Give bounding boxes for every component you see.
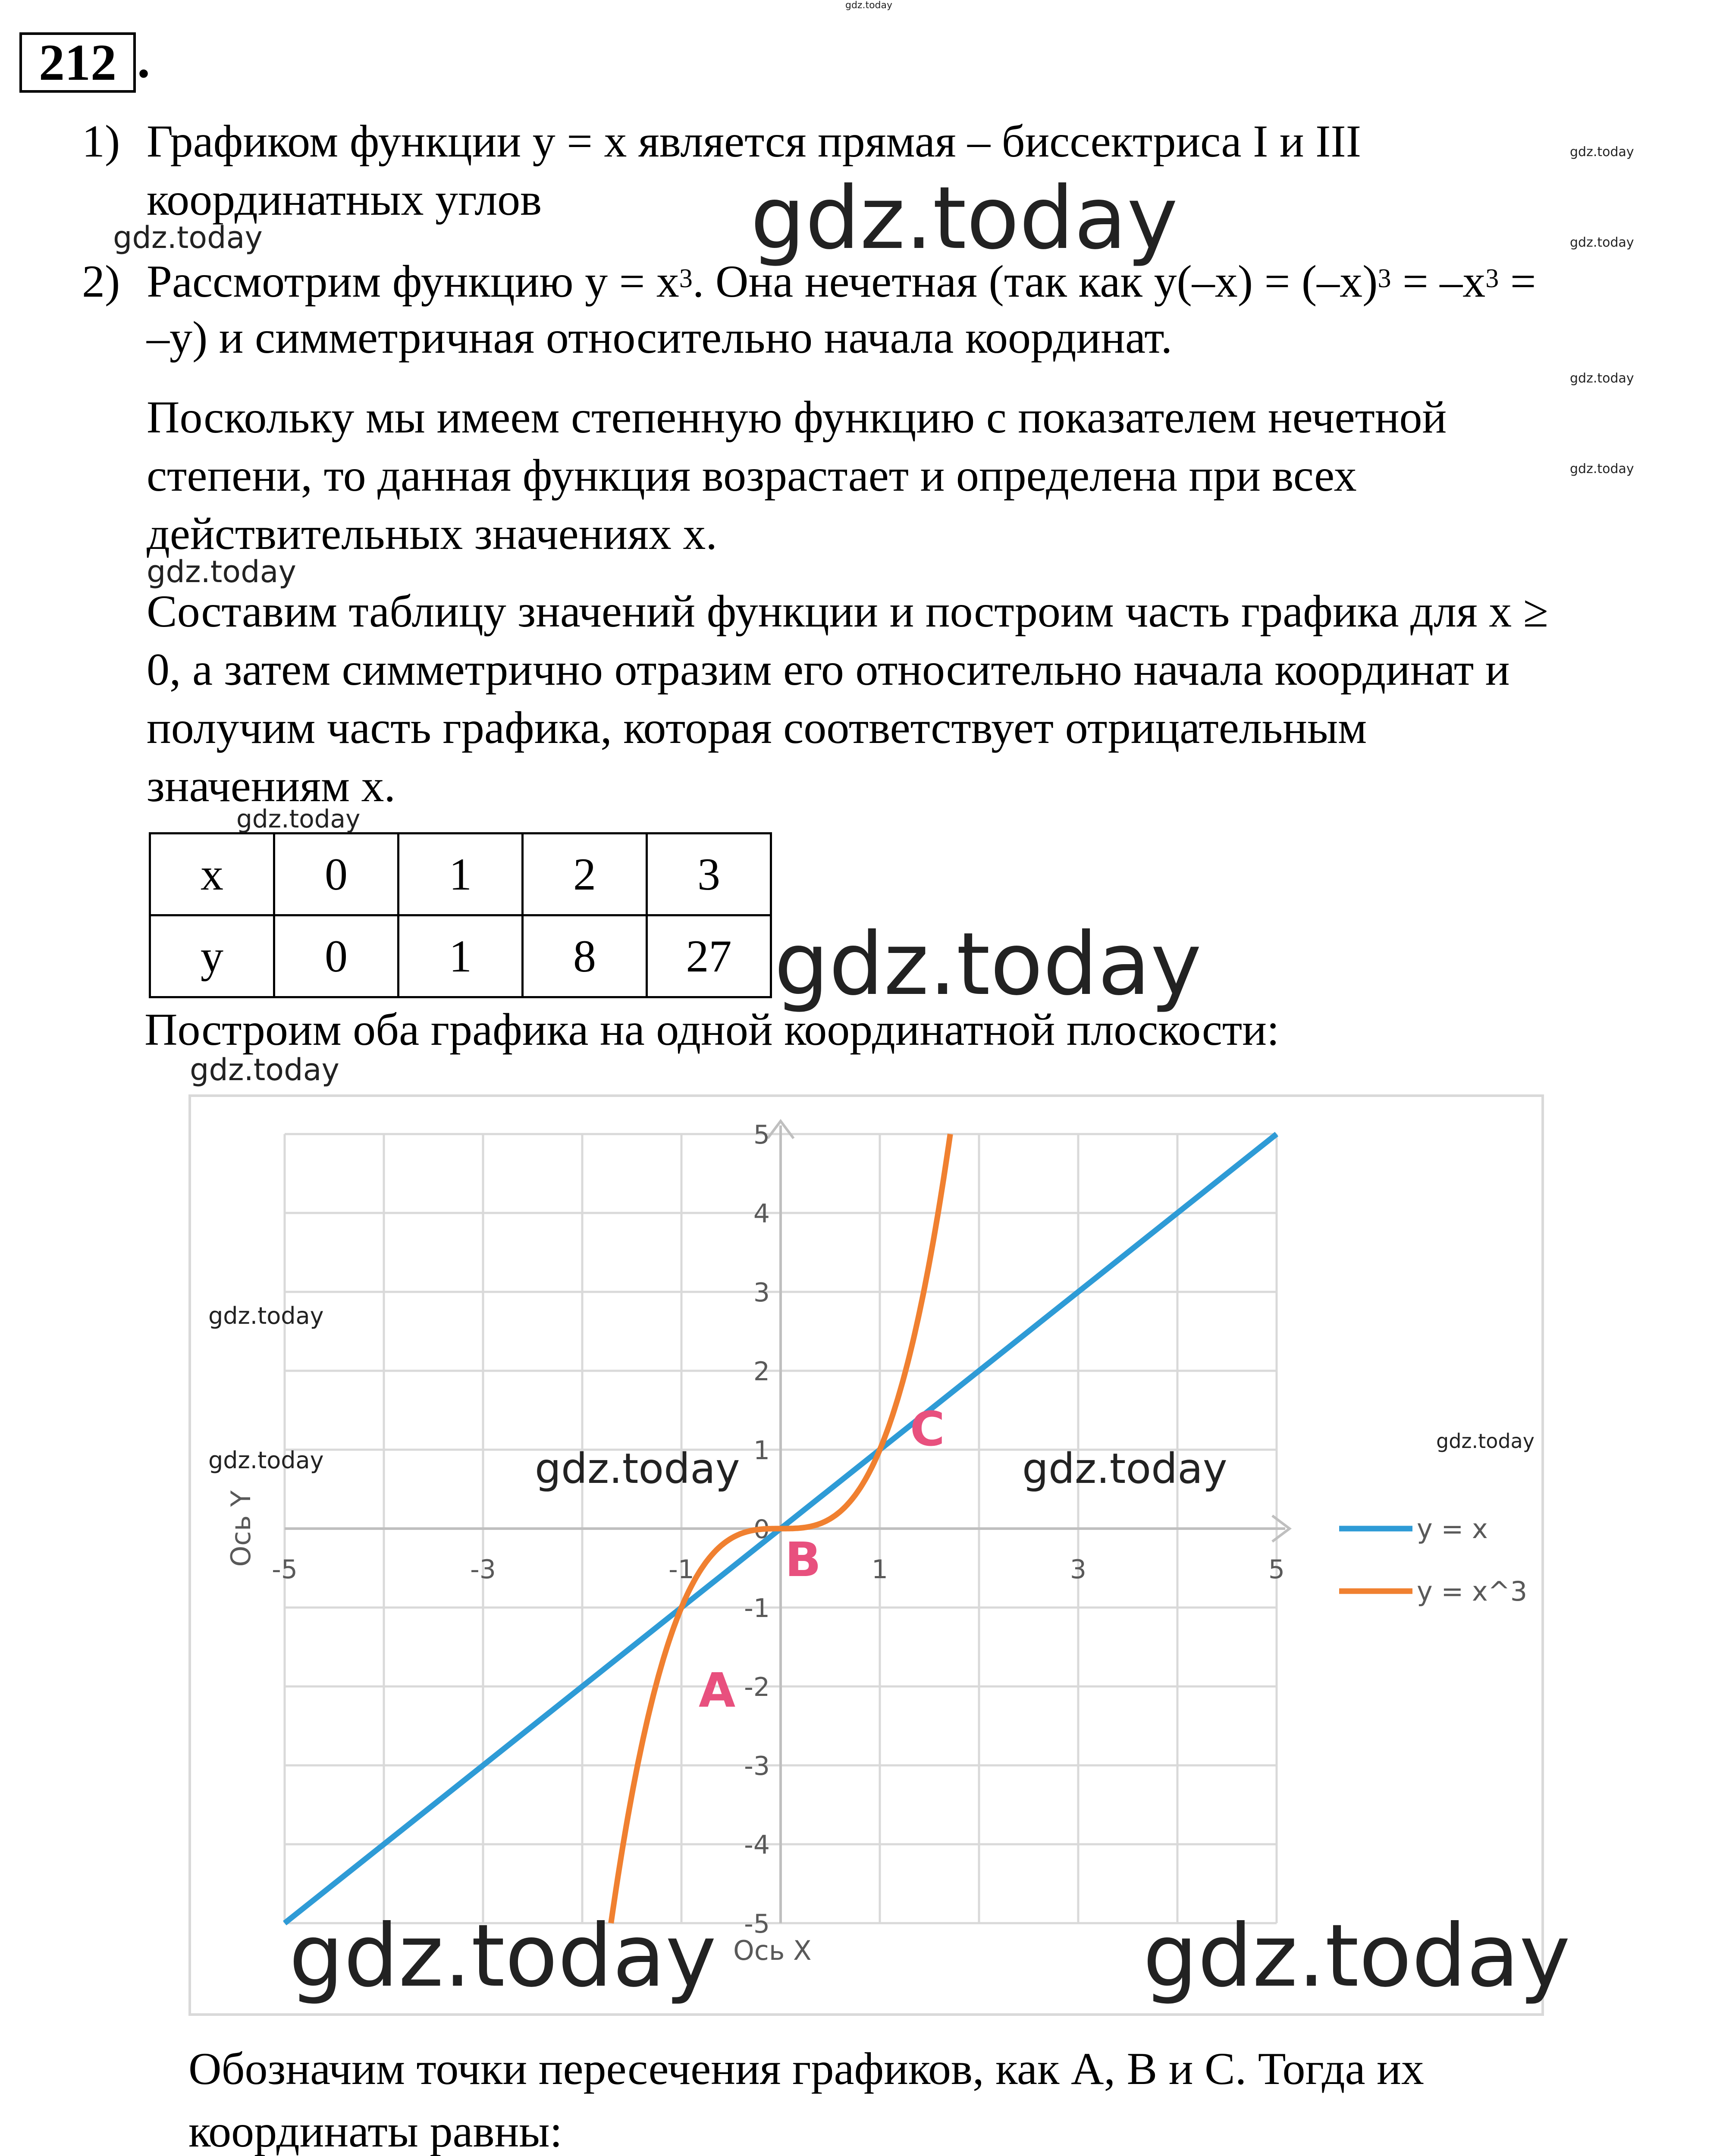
problem-number: 212: [19, 32, 136, 93]
watermark: gdz.today: [208, 1447, 324, 1474]
para2-line-2: 0, а затем симметрично отразим его относительно начала координат и: [147, 644, 1510, 695]
y-axis-title: Ось Y: [225, 1490, 257, 1567]
watermark: gdz.today: [1436, 1429, 1535, 1453]
table-cell: 2: [523, 834, 647, 915]
x-tick-label: -3: [470, 1554, 496, 1585]
problem-number-dot: .: [137, 31, 150, 88]
watermark: gdz.today: [1570, 144, 1634, 160]
table-cell: 0: [274, 834, 399, 915]
y-tick-label: -4: [744, 1830, 770, 1860]
table-cell: 1: [399, 834, 523, 915]
table-cell: y: [150, 915, 274, 997]
watermark: gdz.today: [236, 804, 361, 834]
watermark: gdz.today: [750, 168, 1178, 269]
watermark: gdz.today: [190, 1052, 339, 1087]
x-axis-title: Ось X: [733, 1935, 812, 1966]
para1-line-3: действительных значениях x.: [147, 508, 717, 559]
legend-label-1: y = x: [1417, 1513, 1488, 1545]
para1-line-2: степени, то данная функция возрастает и определена при всех: [147, 450, 1357, 501]
table-cell: 3: [647, 834, 771, 915]
para2-line-1: Составим таблицу значений функции и построим часть графика для x ≥: [147, 586, 1548, 636]
item-2-line-1: Рассмотрим функцию $y = x^3$. Она нечетная (так как $y(-x) = (-x)^3 = -x^3$ =: [147, 256, 1536, 307]
y-tick-label: 5: [753, 1120, 770, 1150]
item-2-number: 2): [82, 256, 120, 307]
table-cell: 8: [523, 915, 647, 997]
watermark: gdz.today: [208, 1302, 324, 1329]
y-tick-label: 0: [753, 1514, 770, 1545]
watermark: gdz.today: [1143, 1906, 1571, 2006]
table-cell: 1: [399, 915, 523, 997]
y-tick-label: 4: [753, 1199, 770, 1229]
y-tick-label: -2: [744, 1672, 770, 1702]
y-tick-label: -3: [744, 1751, 770, 1781]
para2-line-3: получим часть графика, которая соответствует отрицательным: [147, 702, 1367, 753]
item-1-number: 1): [82, 116, 120, 166]
conclusion-line-1: Обозначим точки пересечения графиков, как A, B и C. Тогда их: [188, 2043, 1424, 2094]
y-tick-label: -1: [744, 1593, 770, 1623]
conclusion-line-2: координаты равны:: [188, 2106, 562, 2156]
watermark: gdz.today: [535, 1445, 740, 1493]
y-tick-label: 2: [753, 1357, 770, 1387]
x-tick-label: -5: [272, 1554, 298, 1585]
y-tick-label: -5: [744, 1909, 770, 1939]
x-tick-label: 5: [1268, 1554, 1285, 1585]
watermark: gdz.today: [289, 1906, 717, 2006]
watermark: gdz.today: [113, 220, 263, 255]
watermark: gdz.today: [1570, 461, 1634, 476]
watermark: gdz.today: [1570, 371, 1634, 386]
table-cell: 0: [274, 915, 399, 997]
para3: Построим оба графика на одной координатной плоскости:: [144, 1004, 1280, 1055]
table-cell: 27: [647, 915, 771, 997]
para2-line-4: значениям x.: [147, 761, 396, 811]
x-tick-label: 1: [871, 1554, 888, 1585]
watermark-top: gdz.today: [845, 0, 893, 11]
item-2-line-2: –y) и симметричная относительно начала координат.: [147, 312, 1173, 363]
watermark: gdz.today: [147, 554, 296, 589]
item-1-line-1: Графиком функции y = x является прямая – биссектриса I и III: [147, 116, 1361, 166]
y-tick-label: 3: [753, 1278, 770, 1308]
point-label-a: A: [699, 1663, 736, 1718]
y-tick-label: 1: [753, 1435, 770, 1466]
table-cell: x: [150, 834, 274, 915]
point-label-b: B: [785, 1532, 821, 1587]
watermark: gdz.today: [1570, 235, 1634, 250]
para1-line-1: Поскольку мы имеем степенную функцию с показателем нечетной: [147, 392, 1447, 442]
point-label-c: C: [910, 1401, 945, 1457]
item-1-line-2: координатных углов: [147, 174, 542, 225]
watermark: gdz.today: [774, 914, 1202, 1015]
legend-label-2: y = x^3: [1417, 1576, 1528, 1607]
x-tick-label: -1: [668, 1554, 694, 1585]
watermark: gdz.today: [1022, 1445, 1227, 1493]
x-tick-label: 3: [1070, 1554, 1087, 1585]
